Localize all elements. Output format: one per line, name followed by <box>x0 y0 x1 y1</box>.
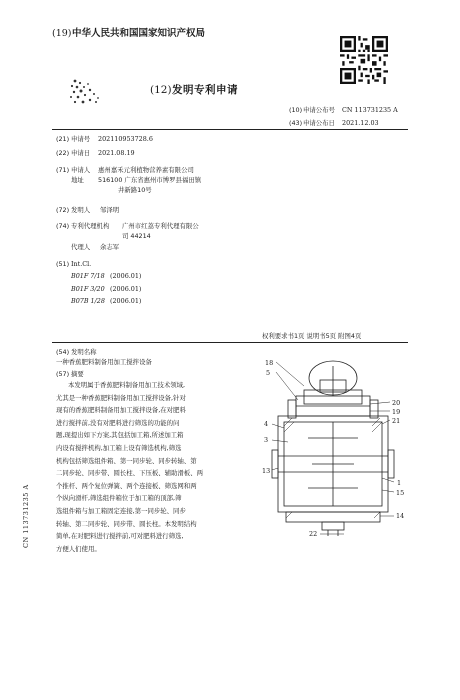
patent-drawing <box>258 356 408 540</box>
pub-no-code: (10) <box>289 106 303 114</box>
abstract-line: 个纵向滑杆,筛选组件箱位于加工箱的顶部,筛 <box>56 494 182 503</box>
drawing-label: 4 <box>264 420 269 428</box>
ipc-version: (2006.01) <box>110 285 142 293</box>
drawing-label: 3 <box>264 436 269 444</box>
drawing-label: 19 <box>392 408 401 416</box>
inventor: 邹泽明 <box>100 206 120 214</box>
drawing-label: 14 <box>396 512 405 520</box>
applicant-code: (71) <box>56 166 70 174</box>
abstract-code: (57) <box>56 370 70 378</box>
abstract-label: 摘要 <box>71 370 84 378</box>
ipc-code: B01F 7/18 <box>71 272 105 280</box>
drawing-label: 21 <box>392 417 401 425</box>
abstract-line: 方便人们使用。 <box>56 544 101 553</box>
abstract-line: 机构包括筛选组件箱、第一同步轮、同步转轴、第 <box>56 456 197 465</box>
doc-type-code: (12) <box>150 84 172 96</box>
pub-no-label: 申请公布号 <box>303 106 335 114</box>
pub-date-code: (43) <box>289 119 303 127</box>
abstract-line: 简单,在对肥料进行搅拌前,可对肥料进行筛选, <box>56 532 184 541</box>
app-no-label: 申请号 <box>71 135 91 143</box>
title-code: (54) <box>56 348 70 356</box>
abstract-line: 现有的香蕉肥料制备用加工搅拌设备,在对肥料 <box>56 406 186 415</box>
drawing-label: 22 <box>309 530 318 538</box>
side-pub-number: CN 113731235 A <box>22 484 30 548</box>
pub-no: CN 113731235 A <box>342 106 398 114</box>
intcl-label: Int.Cl. <box>71 260 92 268</box>
drawing-label: 13 <box>262 467 271 475</box>
applicant: 惠州嘉禾元利植物营养素有限公司 <box>98 166 194 174</box>
app-date-code: (22) <box>56 149 70 157</box>
app-no: 202110953728.6 <box>98 135 153 143</box>
drawing-label: 1 <box>397 479 402 487</box>
inventor-code: (72) <box>56 206 70 214</box>
app-date: 2021.08.19 <box>98 149 135 157</box>
doc-type: 发明专利申请 <box>172 84 238 96</box>
drawing-label: 20 <box>392 399 401 407</box>
emblem-icon <box>68 78 102 108</box>
agent: 余志军 <box>100 243 120 251</box>
pub-date-label: 申请公布日 <box>303 119 335 127</box>
abstract-line: 转轴、第二同步轮、同步带、圆长柱。本发明结构 <box>56 519 197 528</box>
abstract-line: 本发明属于香蕉肥料制备用加工技术领域, <box>68 381 186 389</box>
drawing-label: 5 <box>266 369 271 377</box>
office-code: (19) <box>52 28 72 39</box>
pages-info: 权利要求书1页 说明书5页 附图4页 <box>262 332 362 340</box>
agency-line2: 司 44214 <box>122 232 151 240</box>
abstract-line: 二同步轮、同步带、圆长柱、下压板、辅助滑板、两 <box>56 469 203 478</box>
header-rule <box>52 129 408 130</box>
drawing-label: 18 <box>265 359 274 367</box>
ipc-version: (2006.01) <box>110 272 142 280</box>
abstract-body <box>56 379 256 555</box>
abstract-line: 尤其是一种香蕉肥料制备用加工搅拌设备,针对 <box>56 393 186 402</box>
ipc-code: B01F 3/20 <box>71 285 105 293</box>
title-label: 发明名称 <box>71 348 97 356</box>
qr-code-icon <box>340 36 388 84</box>
abstract-line: 进行搅拌前,没有对肥料进行筛选的功能的问 <box>56 418 180 427</box>
section-rule <box>52 342 408 343</box>
abstract-line: 内设有搅拌机构,加工箱上设有筛选机构,筛选 <box>56 443 182 452</box>
inventor-label: 发明人 <box>71 206 91 214</box>
ipc-version: (2006.01) <box>110 297 142 305</box>
drawing-label: 15 <box>396 489 405 497</box>
abstract-line: 题,现提出如下方案,其包括加工箱,所述加工箱 <box>56 431 184 440</box>
app-no-code: (21) <box>56 135 70 143</box>
agency-line1: 广州市红荔专利代理有限公 <box>122 222 199 230</box>
address-line2: 井新路10号 <box>118 186 152 194</box>
applicant-label: 申请人 <box>71 166 91 174</box>
office-name: 中华人民共和国国家知识产权局 <box>72 28 206 39</box>
agent-label: 代理人 <box>71 243 91 251</box>
agency-code: (74) <box>56 222 70 230</box>
address-line1: 516100 广东省惠州市博罗县福田镇 <box>98 176 202 184</box>
address-label: 地址 <box>71 176 84 184</box>
invention-title: 一种香蕉肥料制备用加工搅拌设备 <box>56 358 152 366</box>
pub-date: 2021.12.03 <box>342 119 379 127</box>
intcl-code: (51) <box>56 260 70 268</box>
abstract-line: 选组件箱与加工箱固定连接,第一同步轮、同步 <box>56 506 186 515</box>
agency-label: 专利代理机构 <box>71 222 110 230</box>
abstract-line: 个推杆、两个复位弹簧、两个连接板、筛选网和两 <box>56 481 197 490</box>
ipc-code: B07B 1/28 <box>71 297 105 305</box>
app-date-label: 申请日 <box>71 149 91 157</box>
